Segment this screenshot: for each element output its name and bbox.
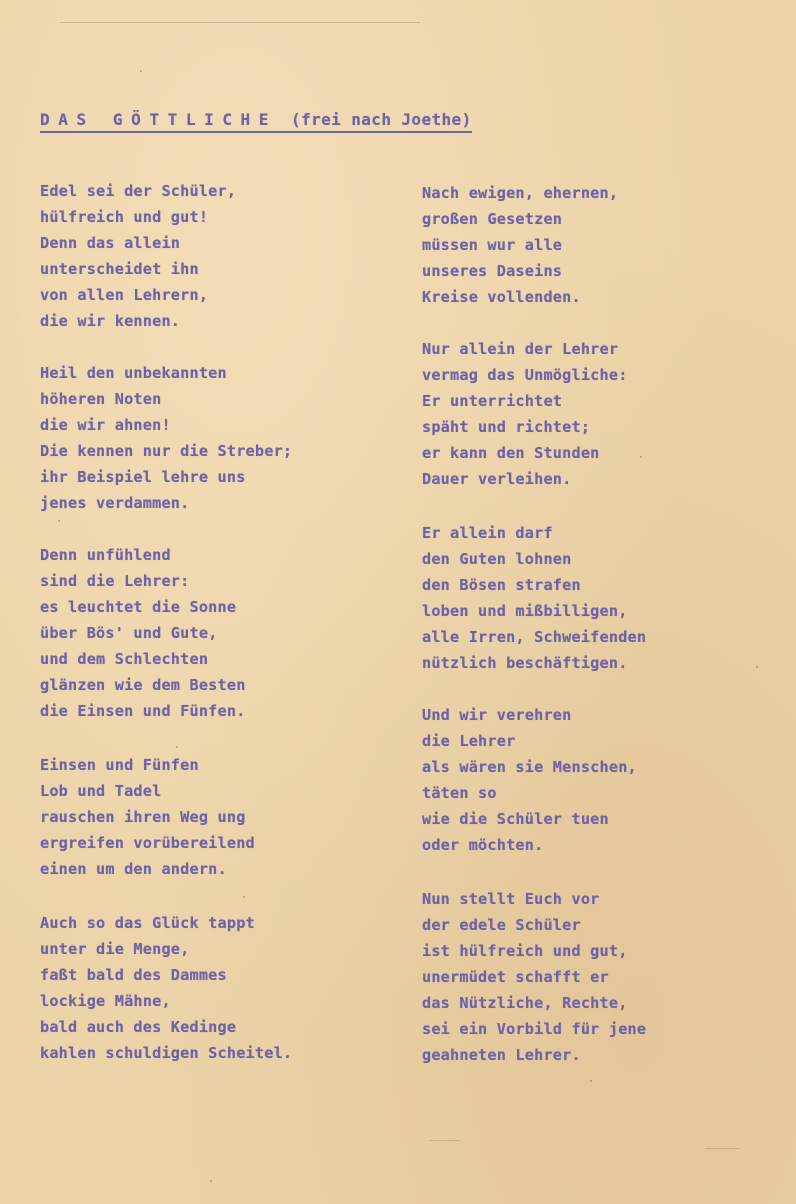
paper-speck — [640, 456, 642, 458]
verse-line: Kreise vollenden. — [422, 288, 581, 306]
right-stanza-2 — [422, 336, 628, 492]
verse-line: faßt bald des Dammes — [40, 966, 227, 984]
verse-line: als wären sie Menschen, — [422, 758, 637, 776]
verse-line: Denn unfühlend — [40, 546, 171, 564]
verse-line: sind die Lehrer: — [40, 572, 190, 590]
left-stanza-1 — [40, 178, 236, 334]
verse-line: unterscheidet ihn — [40, 260, 199, 278]
verse-line: täten so — [422, 784, 497, 802]
verse-line: kahlen schuldigen Scheitel. — [40, 1044, 293, 1062]
right-stanza-3 — [422, 520, 646, 676]
verse-line: glänzen wie dem Besten — [40, 676, 246, 694]
verse-line: Er allein darf — [422, 524, 553, 542]
verse-line: die wir kennen. — [40, 312, 181, 330]
left-stanza-4 — [40, 752, 255, 882]
verse-line: lockige Mähne, — [40, 992, 171, 1010]
page-title — [40, 110, 472, 133]
title-main: DAS GÖTTLICHE — [40, 110, 278, 129]
verse-line: über Bös' und Gute, — [40, 624, 218, 642]
verse-line: Nun stellt Euch vor — [422, 890, 600, 908]
verse-line: vermag das Unmögliche: — [422, 366, 628, 384]
verse-line: großen Gesetzen — [422, 210, 563, 228]
verse-line: höheren Noten — [40, 390, 162, 408]
paper-speck — [243, 896, 245, 898]
verse-line: Und wir verehren — [422, 706, 572, 724]
verse-line: und dem Schlechten — [40, 650, 209, 668]
paper-speck — [58, 520, 60, 522]
verse-line: die Lehrer — [422, 732, 516, 750]
paper-speck — [176, 746, 178, 748]
paper-speck — [756, 666, 758, 668]
verse-line: jenes verdammen. — [40, 494, 190, 512]
verse-line: Heil den unbekannten — [40, 364, 227, 382]
verse-line: er kann den Stunden — [422, 444, 600, 462]
verse-line: oder möchten. — [422, 836, 544, 854]
verse-line: hülfreich und gut! — [40, 208, 209, 226]
verse-line: Denn das allein — [40, 234, 181, 252]
verse-line: Nach ewigen, ehernen, — [422, 184, 619, 202]
verse-line: den Guten lohnen — [422, 550, 572, 568]
paper-speck — [210, 1180, 212, 1182]
verse-line: es leuchtet die Sonne — [40, 598, 237, 616]
verse-line: Die kennen nur die Streber; — [40, 442, 293, 460]
verse-line: das Nützliche, Rechte, — [422, 994, 628, 1012]
verse-line: ihr Beispiel lehre uns — [40, 468, 246, 486]
verse-line: alle Irren, Schweifenden — [422, 628, 647, 646]
right-stanza-5 — [422, 886, 646, 1068]
verse-line: Dauer verleihen. — [422, 470, 572, 488]
verse-line: rauschen ihren Weg ung — [40, 808, 246, 826]
verse-line: ist hülfreich und gut, — [422, 942, 628, 960]
right-stanza-4 — [422, 702, 637, 858]
left-stanza-2 — [40, 360, 292, 516]
verse-line: nützlich beschäftigen. — [422, 654, 628, 672]
paper-fold-line — [60, 22, 420, 23]
verse-line: einen um den andern. — [40, 860, 227, 878]
verse-line: unermüdet schafft er — [422, 968, 609, 986]
verse-line: unter die Menge, — [40, 940, 190, 958]
paper-fold-line — [705, 1148, 740, 1149]
verse-line: bald auch des Kedinge — [40, 1018, 237, 1036]
verse-line: wie die Schüler tuen — [422, 810, 609, 828]
verse-line: Einsen und Fünfen — [40, 756, 199, 774]
title-subtitle: (frei nach Joethe) — [291, 110, 472, 129]
paper-fold-line — [430, 1140, 460, 1141]
verse-line: Er unterrichtet — [422, 392, 563, 410]
verse-line: die wir ahnen! — [40, 416, 171, 434]
paper-speck — [590, 1080, 592, 1082]
verse-line: müssen wur alle — [422, 236, 563, 254]
paper-speck — [140, 70, 142, 72]
verse-line: Nur allein der Lehrer — [422, 340, 619, 358]
verse-line: den Bösen strafen — [422, 576, 581, 594]
left-stanza-3 — [40, 542, 246, 724]
verse-line: unseres Daseins — [422, 262, 563, 280]
left-stanza-5 — [40, 910, 292, 1066]
verse-line: Lob und Tadel — [40, 782, 162, 800]
right-stanza-1 — [422, 180, 618, 310]
verse-line: sei ein Vorbild für jene — [422, 1020, 647, 1038]
verse-line: späht und richtet; — [422, 418, 591, 436]
verse-line: die Einsen und Fünfen. — [40, 702, 246, 720]
verse-line: der edele Schüler — [422, 916, 581, 934]
verse-line: geahneten Lehrer. — [422, 1046, 581, 1064]
verse-line: Auch so das Glück tappt — [40, 914, 255, 932]
verse-line: loben und mißbilligen, — [422, 602, 628, 620]
verse-line: von allen Lehrern, — [40, 286, 209, 304]
verse-line: Edel sei der Schüler, — [40, 182, 237, 200]
verse-line: ergreifen vorübereilend — [40, 834, 255, 852]
